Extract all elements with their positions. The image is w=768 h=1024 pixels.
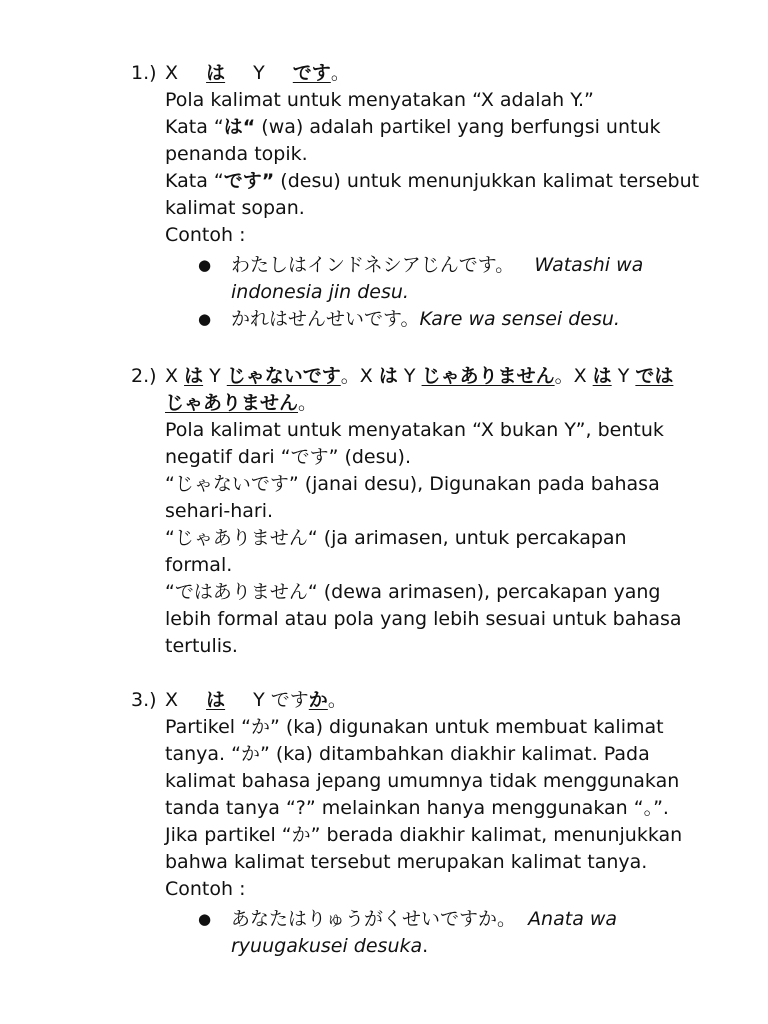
example-item (231, 906, 617, 933)
pattern-heading (165, 687, 347, 714)
body-line: lebih formal atau pola yang lebih sesuai untuk bahasa (165, 608, 682, 630)
heading-particle-wa: は (206, 62, 226, 84)
body-line: Pola kalimat untuk menyatakan “X adalah Y.” (165, 89, 594, 111)
body-line: tanda tanya “?” melainkan hanya menggunakan “。”. (165, 797, 669, 819)
heading-desu: です (292, 62, 331, 84)
heading-y-desu: Y です (253, 689, 309, 711)
heading-particle-wa: は (206, 689, 226, 711)
heading-particle-wa: は (378, 365, 398, 387)
bullet-icon: ● (198, 910, 212, 928)
heading-period: 。 (327, 689, 347, 711)
body-line: negatif dari “です” (desu). (165, 446, 412, 468)
example-item (231, 306, 620, 333)
body-line: kalimat bahasa jepang umumnya tidak menggunakan (165, 770, 680, 792)
pattern-heading: X は Y じゃないです。X は Y じゃありません。X は Y では (165, 365, 674, 387)
example-romaji: Kare wa sensei desu. (419, 308, 620, 330)
heading-ja-arimasen: じゃありません (165, 392, 299, 414)
pattern-heading-cont: じゃありません。 (165, 392, 318, 414)
example-item (231, 252, 643, 279)
example-label: Contoh : (165, 224, 246, 246)
body-line: “ではありません“ (dewa arimasen), percakapan yang (165, 581, 661, 603)
bullet-icon: ● (198, 256, 212, 274)
body-line: “じゃないです” (janai desu), Digunakan pada bahasa (165, 473, 660, 495)
example-romaji: Anata wa (528, 908, 618, 930)
heading-y: Y (253, 62, 265, 84)
example-japanese: あなたはりゅうがくせいですか。 (231, 908, 517, 930)
particle-desu: です” (223, 170, 275, 192)
heading-x: X (165, 689, 179, 711)
section-number: 3.) (131, 689, 157, 711)
example-romaji: ryuugakusei desuka. (231, 935, 429, 957)
body-line: kalimat sopan. (165, 197, 305, 219)
body-line: bahwa kalimat tersebut merupakan kalimat tanya. (165, 851, 648, 873)
bullet-icon: ● (198, 310, 212, 328)
body-line: sehari-hari. (165, 500, 274, 522)
body-line: Jika partikel “か” berada diakhir kalimat, menunjukkan (165, 824, 683, 846)
heading-janai-desu: じゃないです (226, 365, 341, 387)
example-romaji: indonesia jin desu. (231, 281, 409, 303)
section-number: 1.) (131, 62, 157, 84)
heading-particle-wa: は (592, 365, 612, 387)
heading-x: X (165, 62, 179, 84)
body-line: Pola kalimat untuk menyatakan “X bukan Y”, bentuk (165, 419, 664, 441)
pattern-heading (165, 60, 350, 87)
heading-particle-ka: か (308, 689, 328, 711)
example-label: Contoh : (165, 878, 246, 900)
body-line: Partikel “か” (ka) digunakan untuk membuat kalimat (165, 716, 664, 738)
heading-particle-wa: は (184, 365, 204, 387)
body-line: “じゃありません“ (ja arimasen, untuk percakapan (165, 527, 627, 549)
heading-dewa: では (635, 365, 674, 387)
example-japanese: かれはせんせいです。 (231, 308, 420, 330)
body-line: tanya. “か” (ka) ditambahkan diakhir kalimat. Pada (165, 743, 650, 765)
heading-period: 。 (330, 62, 350, 84)
example-romaji: Watashi wa (534, 254, 644, 276)
body-line: tertulis. (165, 635, 238, 657)
body-line: penanda topik. (165, 143, 308, 165)
example-japanese: わたしはインドネシアじんです。 (231, 254, 515, 276)
particle-wa: は“ (223, 116, 256, 138)
body-line: Kata “は“ (wa) adalah partikel yang berfungsi untuk (165, 116, 661, 138)
heading-ja-arimasen: じゃありません (421, 365, 555, 387)
section-number: 2.) (131, 365, 157, 387)
body-line: formal. (165, 554, 233, 576)
body-line: Kata “です” (desu) untuk menunjukkan kalimat tersebut (165, 170, 700, 192)
